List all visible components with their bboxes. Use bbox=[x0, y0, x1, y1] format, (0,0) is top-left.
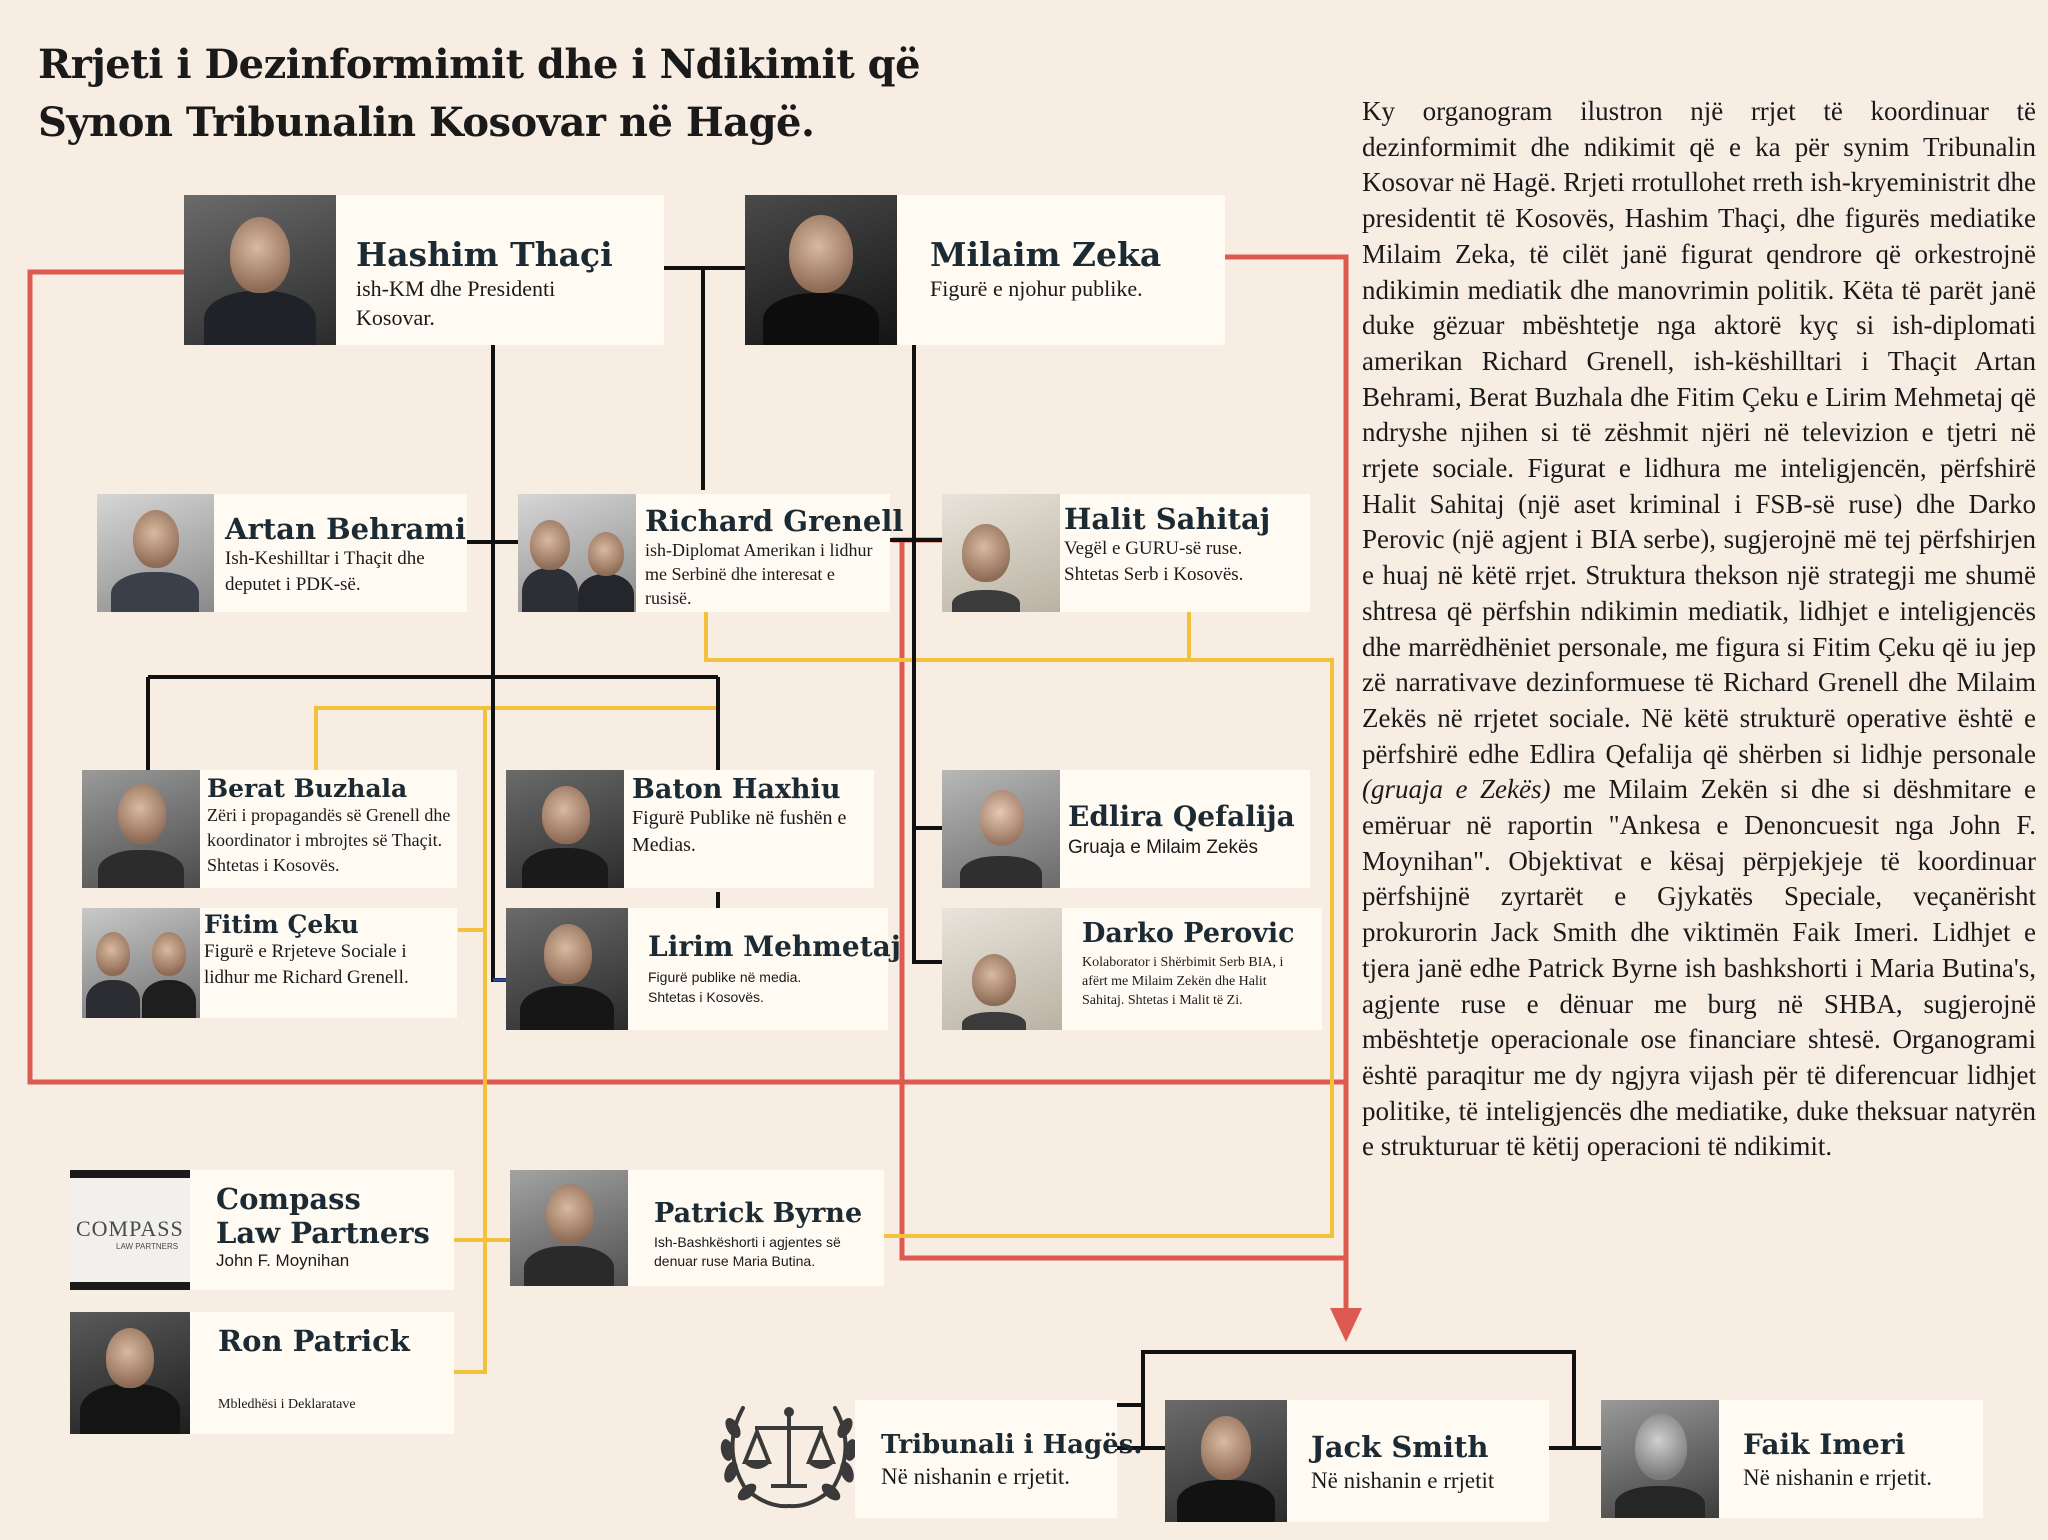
node-role: Në nishanin e rrjetit. bbox=[1743, 1465, 1933, 1490]
portrait-photo bbox=[97, 494, 214, 612]
node-tribunali-i-hages bbox=[855, 1400, 1143, 1518]
node-name: Richard Grenell bbox=[645, 504, 904, 538]
description-part-1: Ky organogram ilustron një rrjet të koordinuar të dezinformimit dhe ndikimit që e ka për synim Tribunalin Kosovar në Hagë. Rrjeti rrotullohet rreth ish-kryeministrit dhe presidentit të Kosovës, Hashim Thaçi, dhe figurës mediatike Milaim Zeka, të cilët janë figurat qendrore që orkestrojnë ndikimin mediatik dhe manovrimin politik. Këta të parët janë duke gëzuar mbështetje nga aktorë kyç si ish-diplomati amerikan Richard Grenell, ish-këshilltari i Thaçit Artan Behrami, Berat Buzhala dhe Fitim Çeku e Lirim Mehmetaj që ndryshe njihen si të zëshmit njëri në televizion e tjetri në rrjete sociale. Figurat e lidhura me inteligjencën, përfshirë Halit Sahitaj (një aset kriminal i FSB-së ruse) dhe Darko Perovic (një agjent i BIA serbe), sugjerojnë më tej përfshirjen e huaj në këtë rrjet. Struktura thekson një strategji me shumë shtresa që përfshin ndikimin mediatik, lidhjet e inteligjencës dhe marrëdhëniet personale, me figura si Fitim Çeku që iu jep zë narrativave dezinformuese të Richard Grenell dhe Milaim Zekës në rrjetet sociale. Në këtë strukturë operative është e përfshirë edhe Edlira Qefalija që shërben si lidhje personale bbox=[1362, 96, 2036, 769]
node-artan-behrami bbox=[97, 494, 467, 612]
node-role: Ish-Bashkëshorti i agjentes së denuar ruse Maria Butina. bbox=[654, 1234, 841, 1269]
node-name-line-1: Compass bbox=[216, 1182, 361, 1216]
portrait-photo bbox=[942, 494, 1060, 612]
node-compass-law-partners bbox=[70, 1170, 454, 1290]
node-role: ish-Diplomat Amerikan i lidhur me Serbinë dhe interesat e rusisë. bbox=[645, 540, 873, 608]
node-darko-perovic bbox=[942, 908, 1322, 1030]
node-role: Mbledhësi i Deklaratave bbox=[218, 1397, 356, 1412]
node-role: Figurë e njohur publike. bbox=[930, 276, 1143, 301]
portrait-photo bbox=[1601, 1400, 1719, 1518]
portrait-photo bbox=[82, 770, 200, 888]
node-role: Kolaborator i Shërbimit Serb BIA, i afërt me Milaim Zekën dhe Halit Sahitaj. Shtetas i Malit të Zi. bbox=[1082, 955, 1284, 1008]
node-name: Darko Perovic bbox=[1082, 918, 1295, 949]
compass-logo bbox=[70, 1170, 190, 1290]
node-name: Fitim Çeku bbox=[204, 910, 359, 939]
node-role: Vegël e GURU-së ruse. Shtetas Serb i Kosovës. bbox=[1064, 538, 1244, 585]
node-name: Ron Patrick bbox=[218, 1324, 410, 1358]
node-role: Gruaja e Milaim Zekës bbox=[1068, 837, 1259, 858]
node-name: Artan Behrami bbox=[225, 512, 466, 546]
node-role: Ish-Keshilltar i Thaçit dhe deputet i PDK-së. bbox=[225, 548, 425, 595]
node-jack-smith bbox=[1165, 1400, 1549, 1522]
node-halit-sahitaj bbox=[942, 494, 1310, 612]
node-patrick-byrne bbox=[510, 1170, 884, 1286]
portrait-photo bbox=[745, 195, 897, 345]
node-lirim-mehmetaj bbox=[506, 908, 901, 1030]
node-edlira-qefalija bbox=[942, 770, 1310, 888]
scales-of-justice-icon bbox=[715, 1388, 863, 1516]
portrait-photo bbox=[506, 908, 628, 1030]
node-name: Hashim Thaçi bbox=[356, 235, 613, 274]
node-role: Në nishanin e rrjetit bbox=[1311, 1468, 1495, 1493]
portrait-photo bbox=[1165, 1400, 1287, 1522]
node-role: Zëri i propagandës së Grenell dhe koordinator i mbrojtes së Thaçit. Shtetas i Kosovës. bbox=[207, 805, 451, 875]
node-berat-buzhala bbox=[82, 770, 457, 888]
description-italic: (gruaja e Zekës) bbox=[1362, 774, 1551, 805]
node-hashim-thaci bbox=[184, 195, 664, 345]
portrait-photo bbox=[506, 770, 624, 888]
node-name: Jack Smith bbox=[1311, 1430, 1489, 1464]
node-name: Berat Buzhala bbox=[207, 774, 408, 803]
page-title: Rrjeti i Dezinformimit dhe i Ndikimit që Synon Tribunalin Kosovar në Hagë. bbox=[38, 41, 921, 146]
portrait-photo bbox=[518, 494, 636, 612]
node-name: Lirim Mehmetaj bbox=[648, 930, 901, 963]
node-name-line-2: Law Partners bbox=[216, 1216, 430, 1250]
portrait-photo bbox=[942, 770, 1060, 888]
description-part-2: me Milaim Zekën si dhe si dëshmitare e emëruar në raportin "Ankesa e Denoncuesit nga John F. Moynihan". Objektivat e kësaj përpjekjeje të koordinuar përfshijnë zyrtarët e Gjykatës Speciale, veçanërisht prokurorin Jack Smith dhe viktimën Faik Imeri. Lidhjet e tjera janë edhe Patrick Byrne ish bashkshorti i Maria Butina's, agjente ruse e dënuar me burg në SHBA, sugjerojnë mbështetje operacionale ose financiare shtesë. Organogrami është paraqitur me dy ngjyra vijash për të diferencuar lidhjet politike, të inteligjencës dhe mediatike, duke theksuar natyrën e strukturuar të këtij operacioni të ndikimit. bbox=[1362, 774, 2036, 1162]
node-role: Figurë Publike në fushën e Medias. bbox=[632, 807, 847, 856]
node-role: Figurë e Rrjeteve Sociale i lidhur me Richard Grenell. bbox=[204, 941, 409, 988]
red-arrowhead bbox=[1330, 1308, 1362, 1342]
node-name: Baton Haxhiu bbox=[632, 774, 841, 805]
node-role: John F. Moynihan bbox=[216, 1251, 350, 1270]
node-fitim-ceku bbox=[82, 908, 457, 1018]
portrait-photo bbox=[70, 1312, 190, 1434]
portrait-photo bbox=[942, 908, 1062, 1030]
node-name: Halit Sahitaj bbox=[1064, 502, 1271, 536]
node-richard-grenell bbox=[518, 494, 904, 612]
node-role: Në nishanin e rrjetit. bbox=[881, 1464, 1071, 1489]
portrait-photo bbox=[510, 1170, 628, 1286]
node-role: Figurë publike në media. Shtetas i Kosovës. bbox=[648, 969, 802, 1005]
node-name: Milaim Zeka bbox=[930, 235, 1162, 274]
portrait-photo bbox=[184, 195, 336, 345]
node-role: ish-KM dhe Presidenti Kosovar. bbox=[356, 276, 556, 330]
node-name: Faik Imeri bbox=[1743, 1428, 1906, 1461]
node-name: Edlira Qefalija bbox=[1068, 800, 1295, 833]
logo-text: COMPASS bbox=[76, 1216, 184, 1241]
portrait-photo bbox=[82, 908, 200, 1018]
logo-subtext: LAW PARTNERS bbox=[116, 1242, 179, 1251]
description-text bbox=[1362, 94, 2036, 1165]
node-milaim-zeka bbox=[745, 195, 1225, 345]
node-ron-patrick bbox=[70, 1312, 454, 1434]
node-name: Patrick Byrne bbox=[654, 1198, 863, 1229]
node-baton-haxhiu bbox=[506, 770, 874, 888]
node-faik-imeri bbox=[1601, 1400, 1983, 1518]
node-name: Tribunali i Hagës. bbox=[881, 1430, 1143, 1460]
